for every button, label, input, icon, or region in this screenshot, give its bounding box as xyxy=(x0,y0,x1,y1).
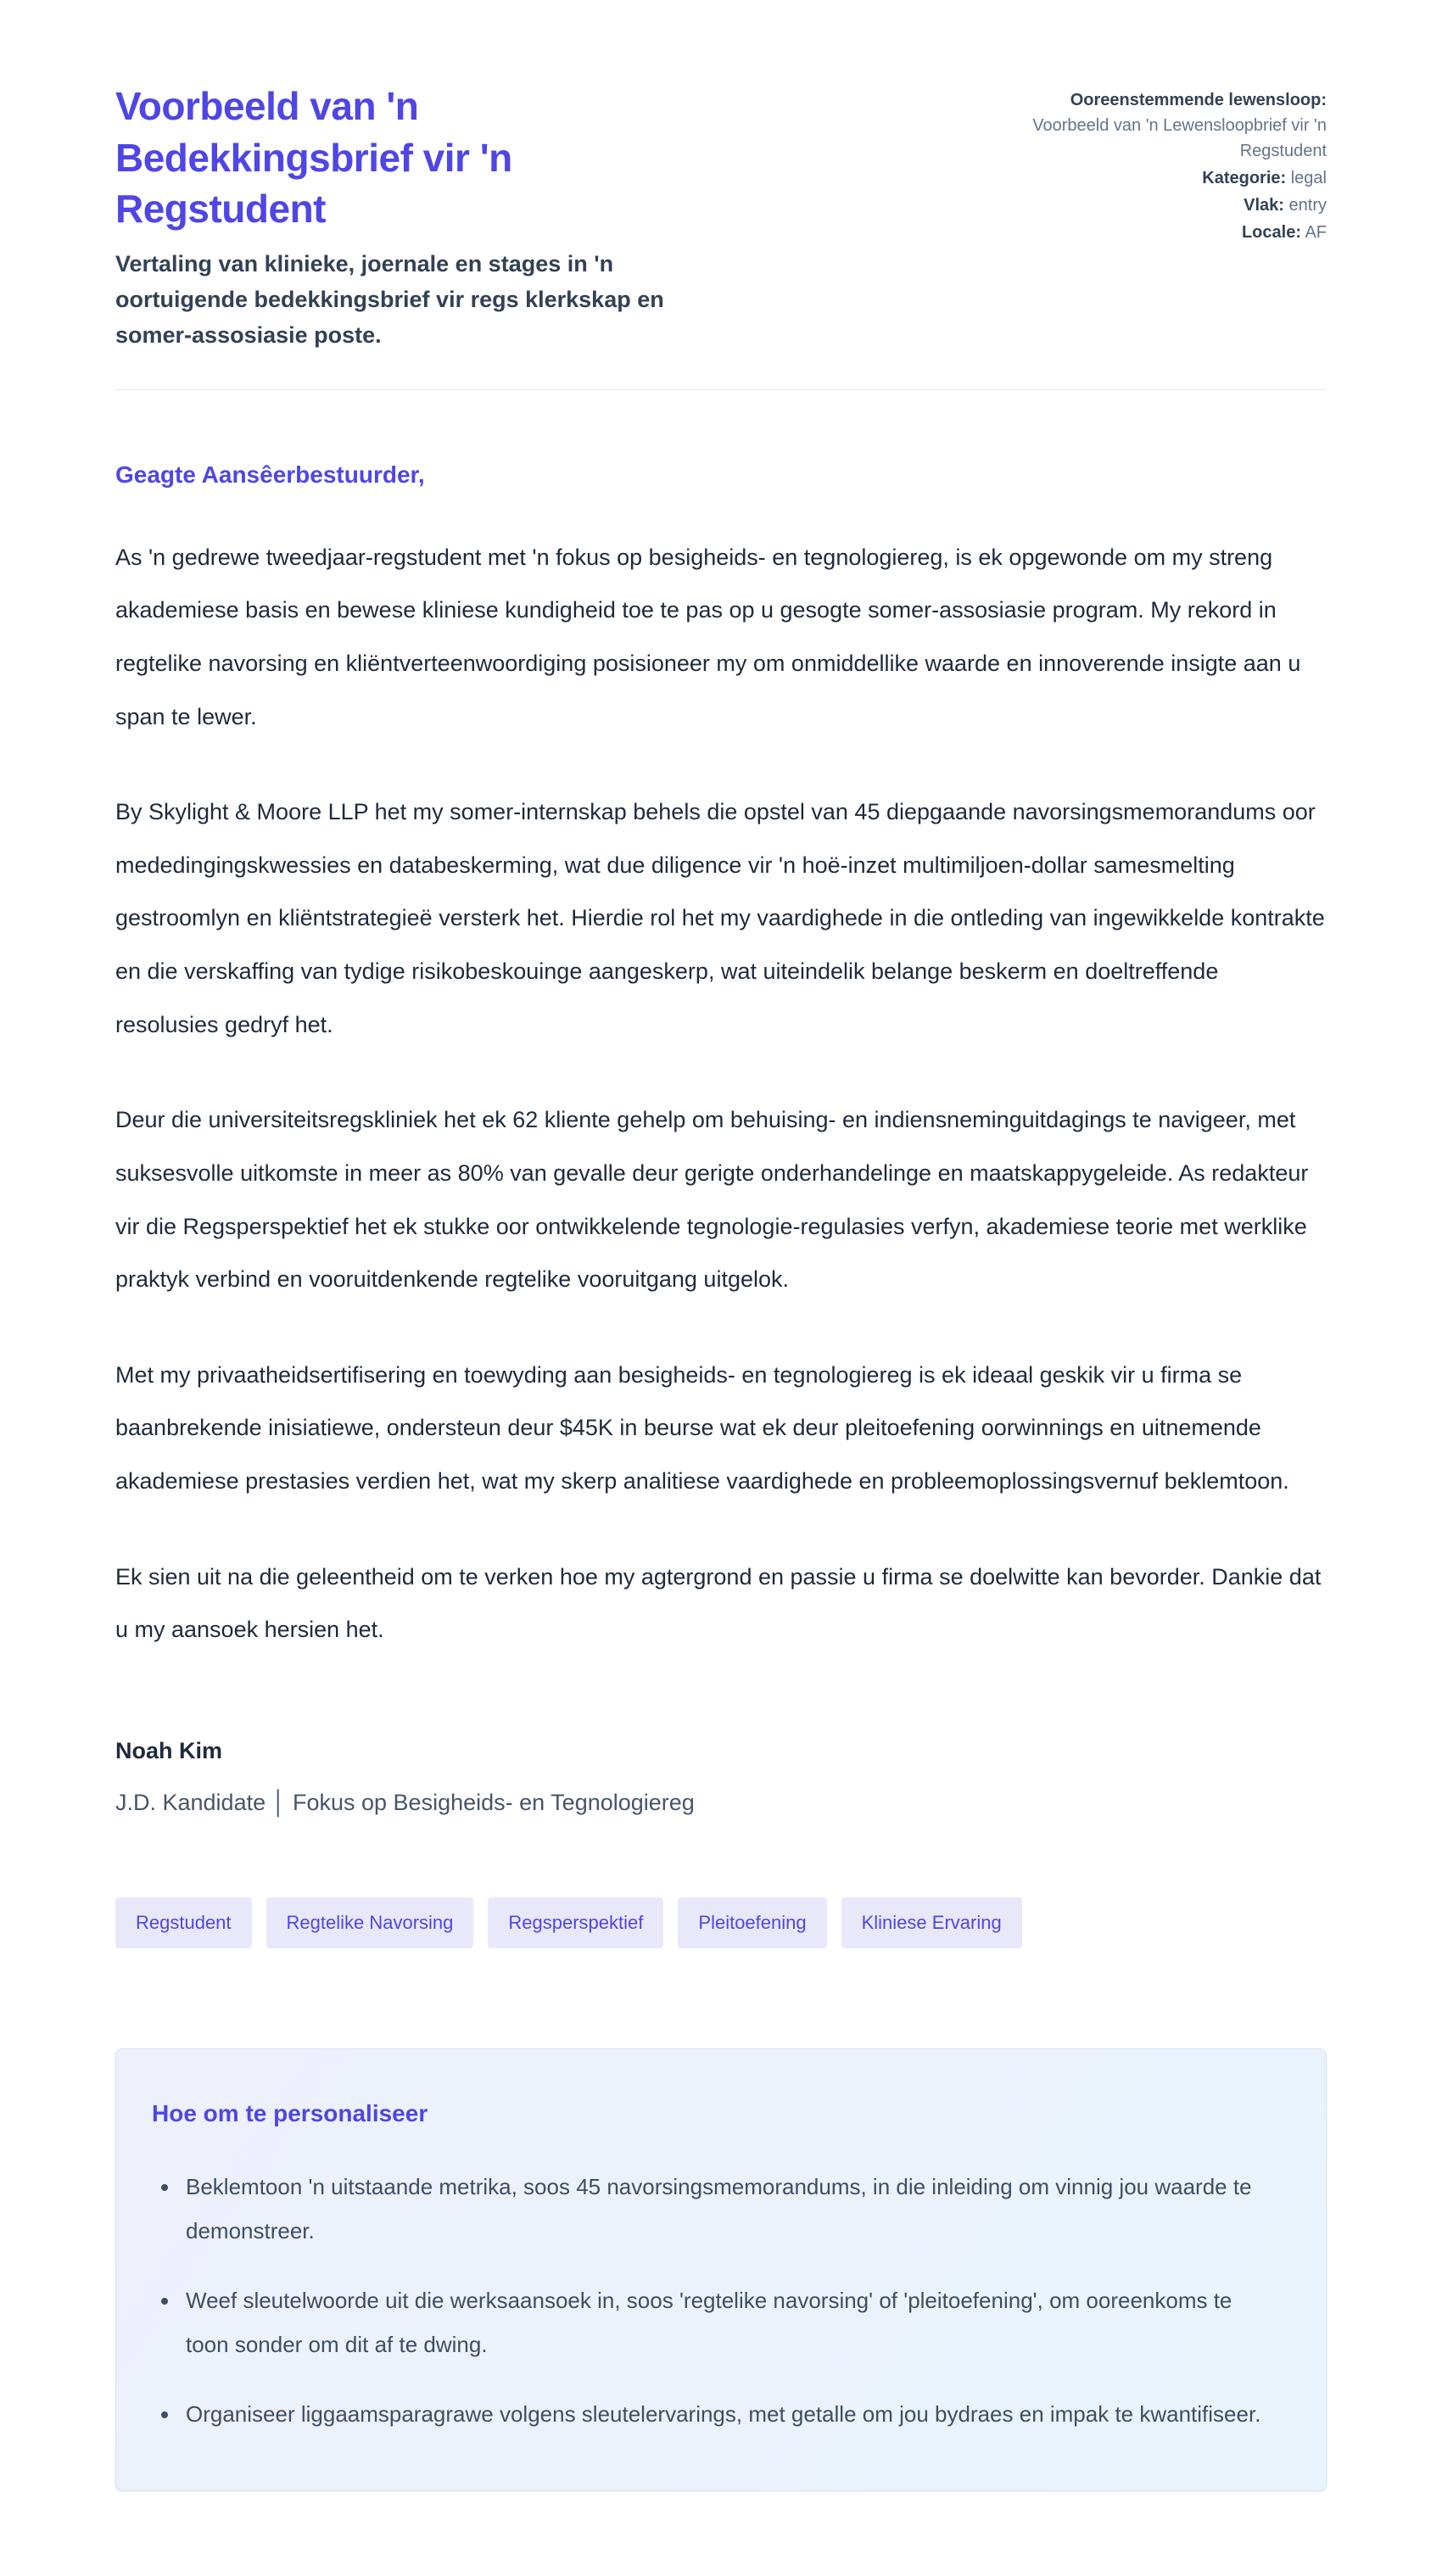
signature-name: Noah Kim xyxy=(115,1737,223,1763)
meta-resume-label: Ooreenstemmende lewensloop: xyxy=(1070,91,1327,109)
letter-paragraph: Met my privaatheidsertifisering en toewyding aan besigheids- en tegnologiereg is ek ideaal geskik vir u firma se baanbrekende inisiatiewe, ondersteun deur $45K in beurse wat ek deur pleitoefening oorwinnings en uitnemende akademiese prestasies verdien het, wat my skerp analitiese vaardighede en probleemoplossingsvernuf beklemtoon. xyxy=(115,1361,1289,1495)
tip-item: • Weef sleutelwoorde uit die werksaansoek in, soos 'regtelike navorsing' of 'pleitoefening', om ooreenkoms te toon sonder om dit af te dwing. xyxy=(181,2278,1266,2366)
personalization-tips-box xyxy=(115,2048,1327,2491)
meta-level xyxy=(1021,193,1327,218)
meta-category-label: Kategorie: xyxy=(1202,169,1287,187)
letter-paragraph: By Skylight & Moore LLP het my somer-internskap behels die opstel van 45 diepgaande navorsingsmemorandums oor mededingingskwessies en databeskerming, wat due diligence vir 'n hoë-inzet multimiljoen-dollar samesmelting gestroomlyn en kliëntstrategieë versterk het. Hierdie rol het my vaardighede in die ontleding van ingewikkelde kontrakte en die verskaffing van tydige risikobeskouinge aangeskerp, wat uiteindelik belange beskerm en doeltreffende resolusies gedryf het. xyxy=(115,799,1325,1037)
header xyxy=(115,81,1327,354)
tips-title: Hoe om te personaliseer xyxy=(152,2099,428,2126)
meta-level-value: entry xyxy=(1288,196,1327,215)
tag-regtelike-navorsing[interactable]: Regtelike Navorsing xyxy=(266,1897,474,1948)
meta-category xyxy=(1021,165,1327,191)
tips-list xyxy=(152,2165,1285,2436)
letter-body xyxy=(115,461,1327,1816)
letter-paragraph: Deur die universiteitsregskliniek het ek 62 kliente gehelp om behuising- en indiensneminguitdagings te navigeer, met suksesvolle uitkomste in meer as 80% van gevalle deur gerigte onderhandelinge en maatskappygeleide. As redakteur vir die Regsperspektief het ek stukke oor ontwikkelende tegnologie-regulasies verfyn, akademiese teorie met werklike praktyk verbind en vooruitdenkende regtelike vooruitgang uitgelok. xyxy=(115,1107,1309,1293)
tag-list xyxy=(115,1897,1327,1948)
letter-greeting: Geagte Aansêerbestuurder, xyxy=(115,461,425,488)
tip-item: • Beklemtoon 'n uitstaande metrika, soos 45 navorsingsmemorandums, in die inleiding om vinnig jou waarde te demonstreer. xyxy=(181,2165,1266,2253)
tag-regsperspektief[interactable]: Regsperspektief xyxy=(488,1897,663,1948)
meta-category-value: legal xyxy=(1290,169,1327,187)
meta-matching-resume xyxy=(1021,87,1327,164)
meta-level-label: Vlak: xyxy=(1244,196,1284,215)
header-divider xyxy=(115,389,1327,390)
tag-kliniese-ervaring[interactable]: Kliniese Ervaring xyxy=(841,1897,1022,1948)
tag-pleitoefening[interactable]: Pleitoefening xyxy=(678,1897,826,1948)
letter-paragraph: Ek sien uit na die geleentheid om te verken hoe my agtergrond en passie u firma se doelwitte kan bevorder. Dankie dat u my aansoek hersien het. xyxy=(115,1563,1322,1643)
page-subtitle: Vertaling van klinieke, joernale en stages in 'n oortuigende bedekkingsbrief vir regs klerkskap en somer-assosiasie poste. xyxy=(115,251,664,348)
page-title: Voorbeeld van 'n Bedekkingsbrief vir 'n Regstudent xyxy=(115,84,512,232)
tag-regstudent[interactable]: Regstudent xyxy=(115,1897,252,1948)
meta-locale-label: Locale: xyxy=(1241,223,1301,242)
letter-paragraph: As 'n gedrewe tweedjaar-regstudent met 'n fokus op besigheids- en tegnologiereg, is ek opgewonde om my streng akademiese basis en bewese kliniese kundigheid toe te pas op u gesogte somer-assosiasie program. My rekord in regtelike navorsing en kliëntverteenwoordiging posisioneer my om onmiddellike waarde en innoverende insigte aan u span te lewer. xyxy=(115,544,1301,729)
meta-locale xyxy=(1021,220,1327,245)
meta-resume-value: Voorbeeld van 'n Lewensloopbrief vir 'n Regstudent xyxy=(1032,116,1327,160)
meta-panel xyxy=(1021,81,1327,247)
signature-role: J.D. Kandidate │ Fokus op Besigheids- en Tegnologiereg xyxy=(115,1789,695,1815)
meta-locale-value: AF xyxy=(1305,223,1327,242)
tip-item: • Organiseer liggaamsparagrawe volgens sleutelervarings, met getalle om jou bydraes en impak te kwantifiseer. xyxy=(181,2392,1266,2436)
header-title-block xyxy=(115,81,726,354)
